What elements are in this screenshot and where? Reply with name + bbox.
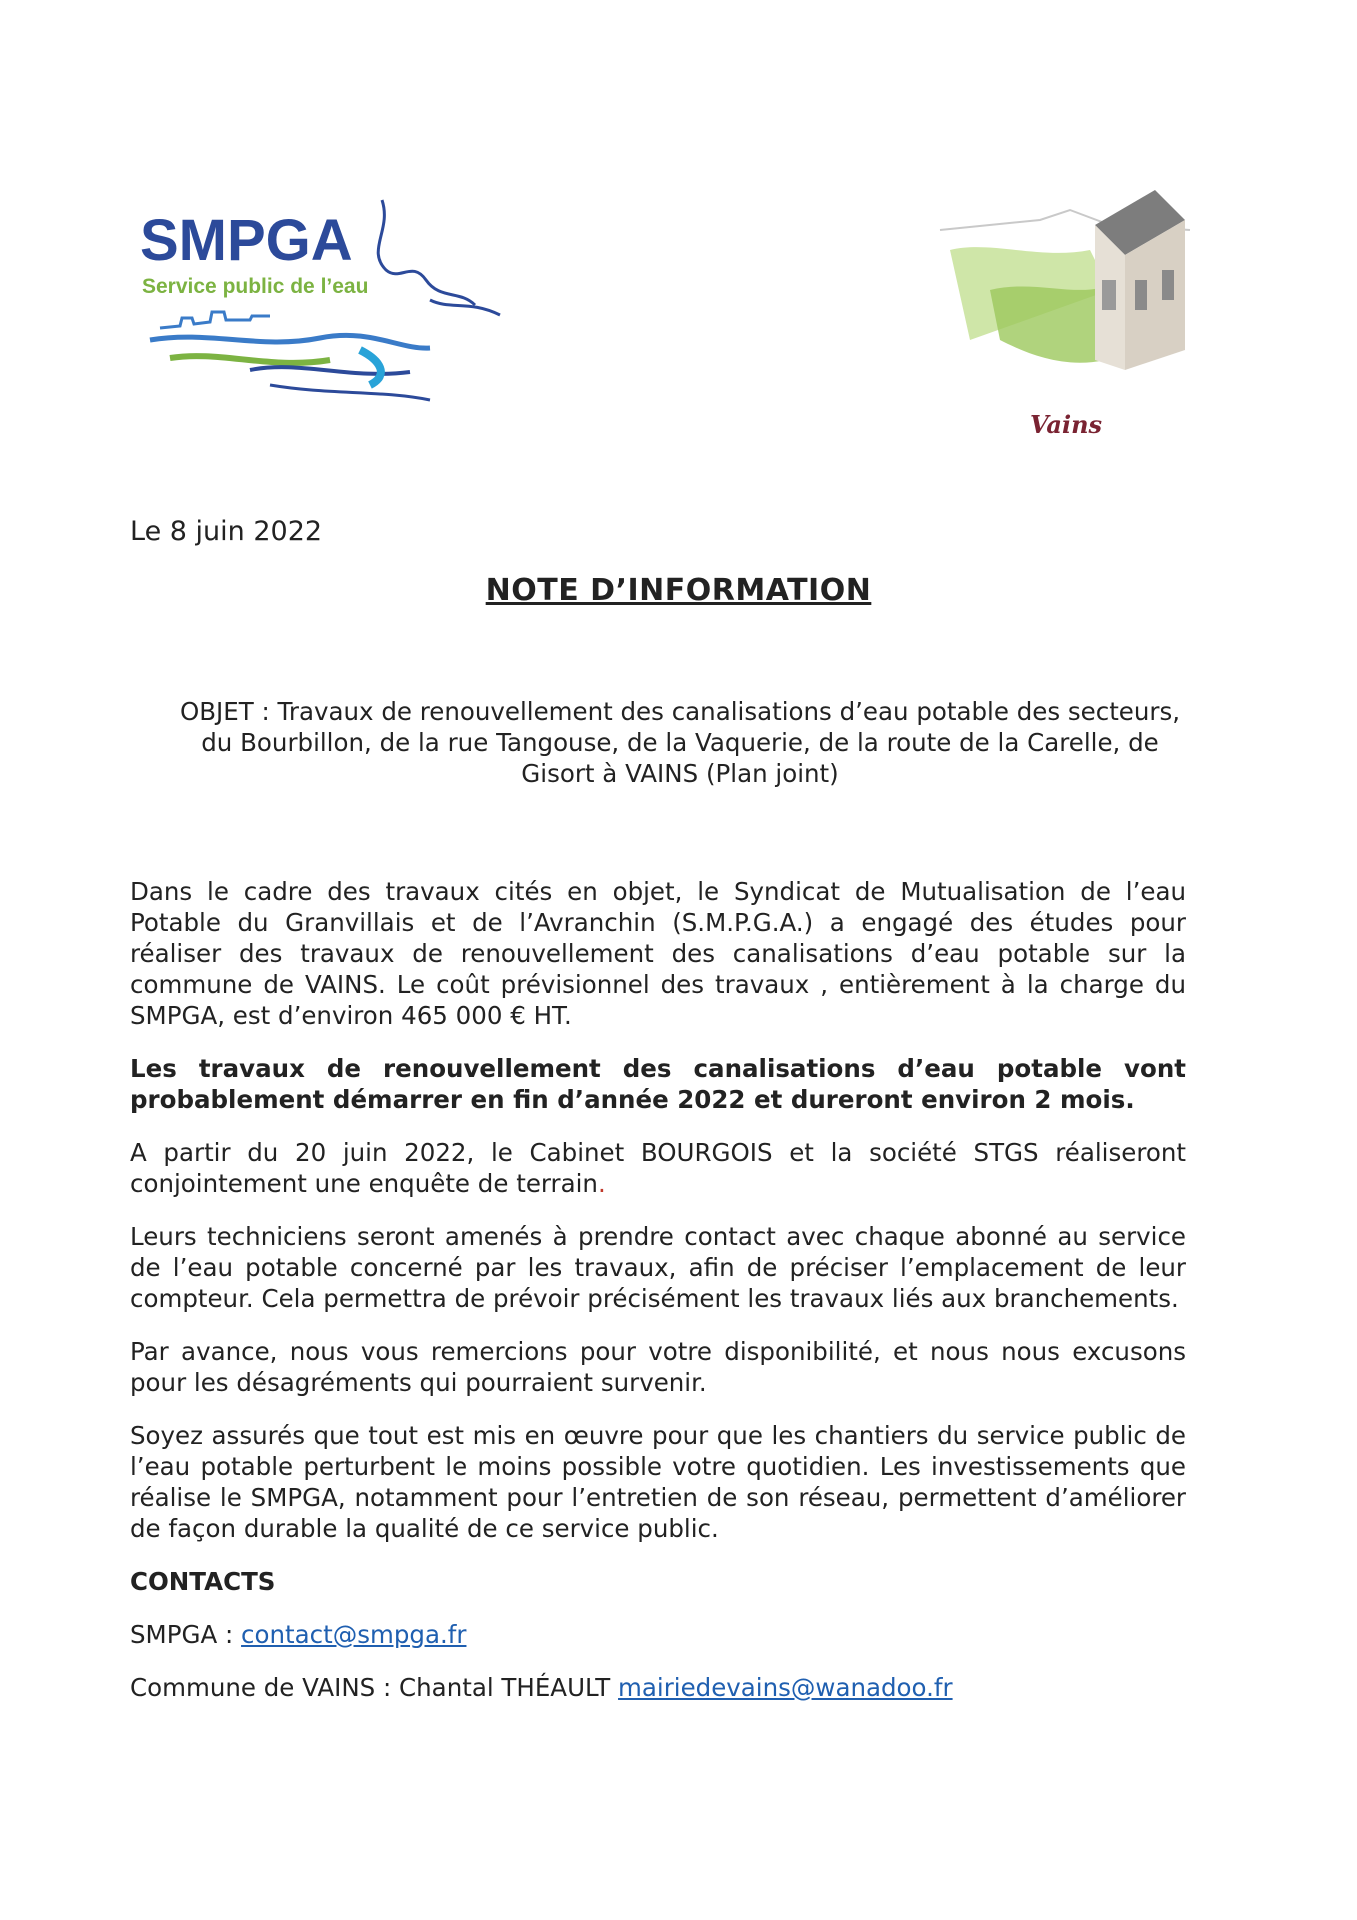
smpga-logo-graphic xyxy=(130,190,510,410)
contact-commune-label: Commune de VAINS : Chantal THÉAULT xyxy=(130,1673,619,1702)
smpga-logo xyxy=(130,190,510,410)
chapel-drawing xyxy=(930,170,1200,440)
contact-smpga-label: SMPGA : xyxy=(130,1620,242,1649)
logo-name: SMPGA xyxy=(140,208,353,273)
contacts-heading: CONTACTS xyxy=(130,1567,276,1596)
paragraph-survey xyxy=(130,1137,1186,1199)
chapel-illustration xyxy=(930,170,1200,440)
objet-line: Gisort à VAINS (Plan joint) xyxy=(521,759,839,788)
paragraph-technicians: Leurs techniciens seront amenés à prendre contact avec chaque abonné au service de l’eau potable concerné par les travaux, afin de préciser l’emplacement de leur compteur. Cela permettra de prévoir précisément les travaux liés aux branchements. xyxy=(130,1222,1186,1313)
smpga-email-link[interactable]: contact@smpga.fr xyxy=(241,1620,467,1649)
paragraph-context: Dans le cadre des travaux cités en objet, le Syndicat de Mutualisation de l’eau Potable du Granvillais et de l’Avranchin (S.M.P.G.A.) a engagé des études pour réaliser des travaux de renouvellement des canalisations d’eau potable sur la commune de VAINS. Le coût prévisionnel des travaux , entièrement à la charge du SMPGA, est d’environ 465 000 € HT. xyxy=(130,877,1186,1030)
paragraph-commitment: Soyez assurés que tout est mis en œuvre pour que les chantiers du service public de l’eau potable perturbent le moins possible votre quotidien. Les investissements que réalise le SMPGA, notamment pour l’entretien de son réseau, permettent d’améliorer de façon durable la qualité de ce service public. xyxy=(130,1421,1186,1543)
commune-email-link[interactable]: mairiedevains@wanadoo.fr xyxy=(618,1673,953,1702)
document-title: NOTE D’INFORMATION xyxy=(485,573,872,608)
illustration-caption: Vains xyxy=(1030,410,1103,439)
logo-tagline: Service public de l’eau xyxy=(142,275,369,298)
contact-smpga xyxy=(130,1619,1186,1650)
objet-line: OBJET : Travaux de renouvellement des canalisations d’eau potable des secteurs, xyxy=(179,697,1181,726)
contact-commune xyxy=(130,1672,1186,1703)
document-date: Le 8 juin 2022 xyxy=(130,516,323,547)
paragraph-schedule: Les travaux de renouvellement des canalisations d’eau potable vont probablement démarrer en fin d’année 2022 et dureront environ 2 mois. xyxy=(130,1054,1186,1114)
paragraph-survey-end: . xyxy=(597,1169,606,1198)
objet-block xyxy=(130,696,1230,789)
paragraph-survey-text: A partir du 20 juin 2022, le Cabinet BOURGOIS et la société STGS réaliseront conjointement une enquête de terrain xyxy=(130,1138,1186,1198)
document-body xyxy=(130,876,1186,1725)
paragraph-thanks: Par avance, nous vous remercions pour votre disponibilité, et nous nous excusons pour les désagréments qui pourraient survenir. xyxy=(130,1337,1186,1397)
objet-line: du Bourbillon, de la rue Tangouse, de la Vaquerie, de la route de la Carelle, de xyxy=(201,728,1159,757)
